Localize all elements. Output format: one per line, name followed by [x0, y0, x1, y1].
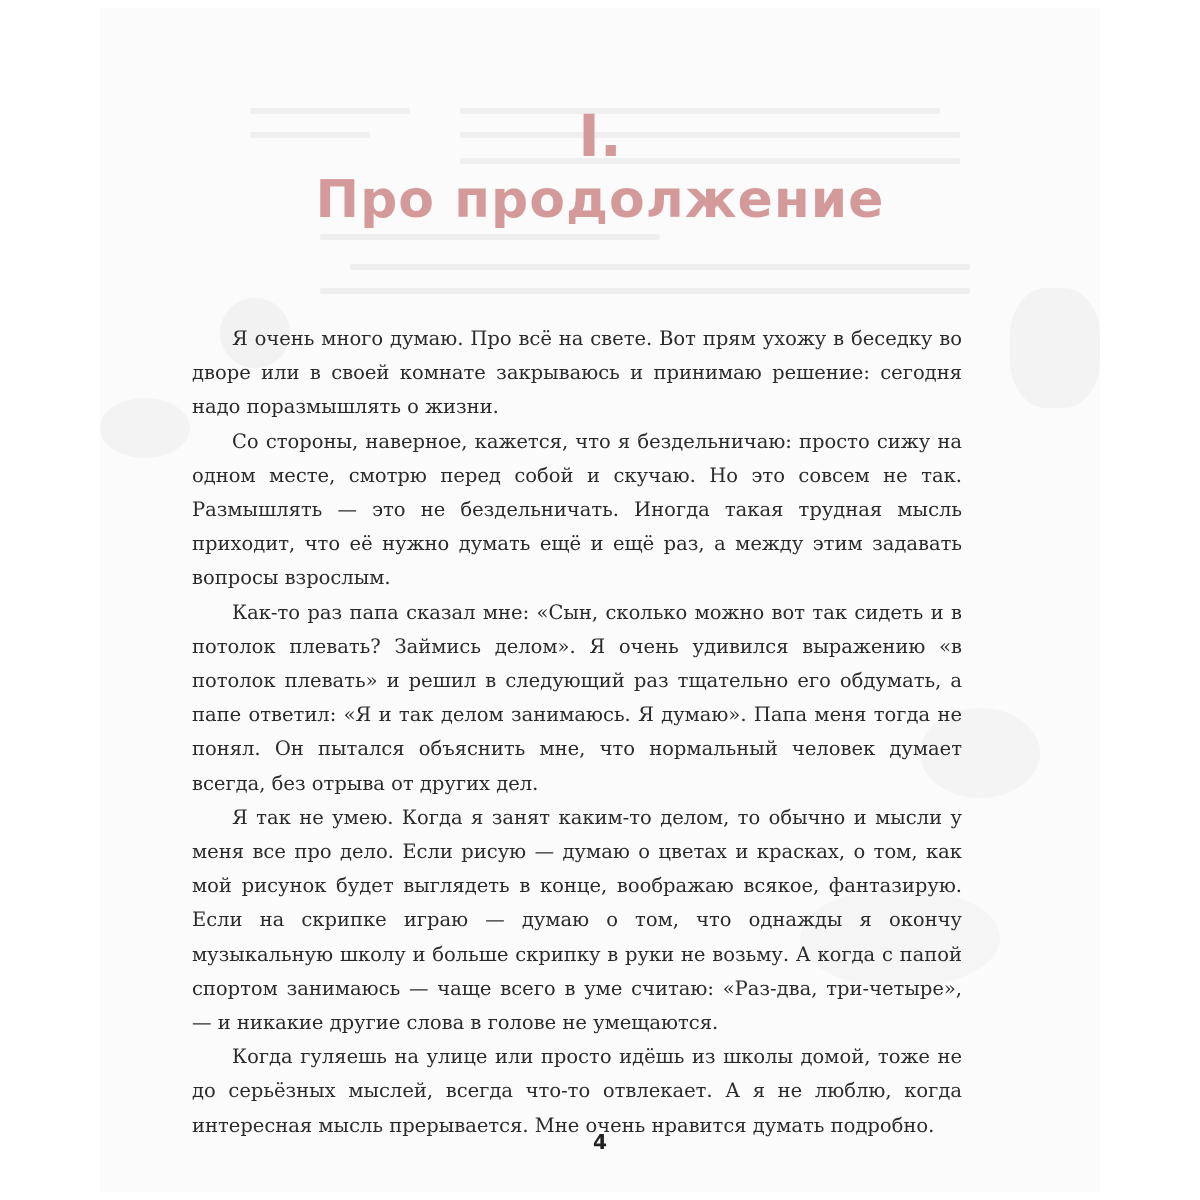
page-number: 4 [593, 1130, 607, 1154]
show-through-mark [100, 398, 190, 458]
paragraph: Со стороны, наверное, кажется, что я бездельничаю: просто сижу на одном месте, смотрю перед собой и скучаю. Но это совсем не так. Размышлять — это не бездельничать. Иногда такая трудная мысль приходит, что её нужно думать ещё и ещё раз, а между этим задавать вопросы взрослым. [192, 429, 962, 590]
chapter-title: Про продолжение [315, 170, 885, 230]
paragraph: Я очень много думаю. Про всё на свете. Вот прям ухожу в беседку во дворе или в своей комнате закрываюсь и принимаю решение: сегодня надо поразмышлять о жизни. [192, 327, 962, 419]
paragraph: Как-то раз папа сказал мне: «Сын, сколько можно вот так сидеть и в потолок плевать? Займись делом». Я очень удивился выражению «в потолок плевать» и решил в следующий раз тщательно его обдумать, а папе ответил: «Я и так делом занимаюсь. Я думаю». Папа меня тогда не понял. Он пытался объяснить мне, что нормальный человек думает всегда, без отрыва от других дел. [192, 600, 962, 795]
chapter-number: I. [578, 102, 622, 170]
show-through-mark [1010, 288, 1100, 408]
book-page [100, 8, 1100, 1192]
paragraph: Я так не умею. Когда я занят каким-то делом, то обычно и мысли у меня все про дело. Если рисую — думаю о цветах и красках, о том, как мой рисунок будет выглядеть в конце, воображаю всякое, фантазирую. Если на скрипке играю — думаю о том, что однажды я окончу музыкальную школу и больше скрипку в руки не возьму. А когда с папой спортом занимаюсь — чаще всего в уме считаю: «Раз-два, три-четыре», — и никакие другие слова в голове не умещаются. [192, 805, 962, 1035]
paragraph: Когда гуляешь на улице или просто идёшь из школы домой, тоже не до серьёзных мыслей, всегда что-то отвлекает. А я не люблю, когда интересная мысль прерывается. Мне очень нравится думать подробно. [192, 1045, 962, 1137]
show-through-mark [320, 288, 970, 294]
body-text [192, 322, 962, 1143]
show-through-mark [320, 234, 660, 240]
show-through-mark [350, 264, 970, 270]
